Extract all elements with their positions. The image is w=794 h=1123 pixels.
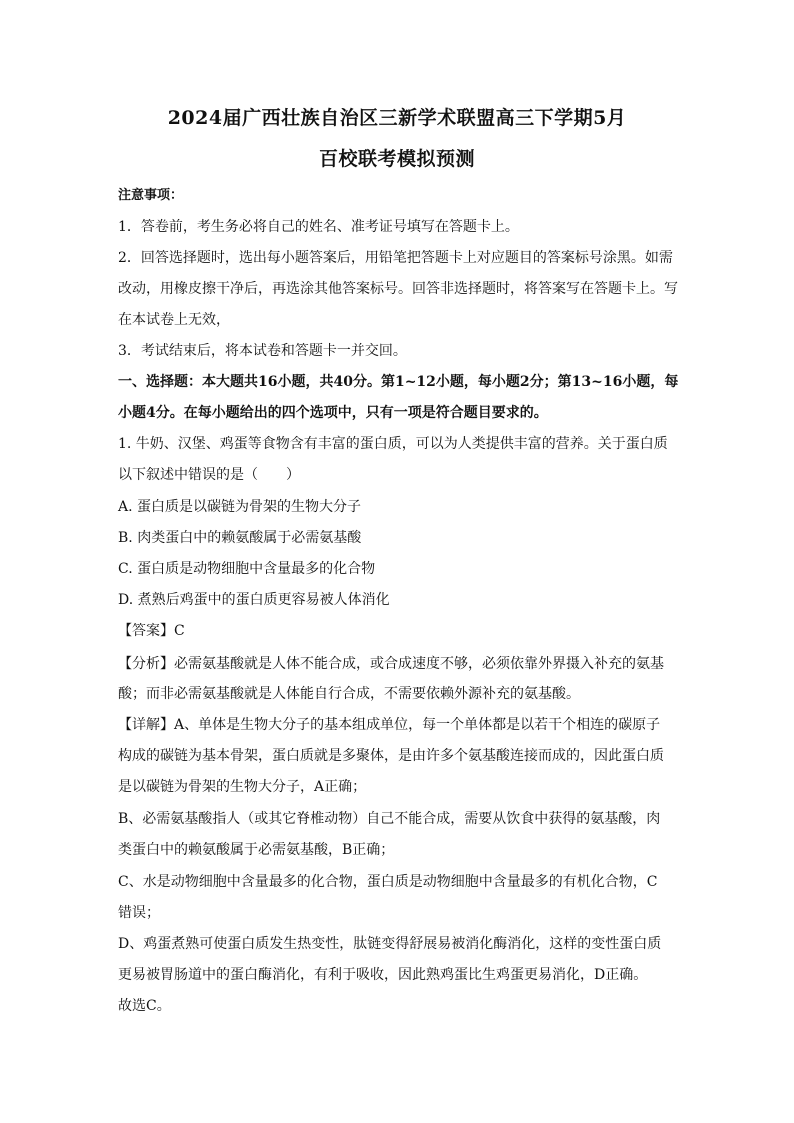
detail-line: 是以碳链为骨架的生物大分子，A正确；	[118, 779, 367, 795]
document-title-line-2: 百校联考模拟预测	[318, 148, 475, 170]
question-stem: 1. 牛奶、汉堡、鸡蛋等食物含有丰富的蛋白质，可以为人类提供丰富的营养。关于蛋白质	[118, 436, 668, 452]
detail-line: 故选C。	[118, 998, 171, 1014]
notice-item: 1．答卷前，考生务必将自己的姓名、准考证号填写在答题卡上。	[118, 219, 519, 235]
option-a: A. 蛋白质是以碳链为骨架的生物大分子	[118, 499, 362, 515]
option-d: D. 煮熟后鸡蛋中的蛋白质更容易被人体消化	[118, 592, 390, 608]
detail-line: D、鸡蛋煮熟可使蛋白质发生热变性，肽链变得舒展易被消化酶消化，这样的变性蛋白质	[118, 936, 662, 952]
notice-item: 3．考试结束后，将本试卷和答题卡一并交回。	[118, 343, 407, 359]
notice-item: 2．回答选择题时，选出每小题答案后，用铅笔把答题卡上对应题目的答案标号涂黑。如需	[118, 250, 673, 266]
detail-line: 【详解】A、单体是生物大分子的基本组成单位，每一个单体都是以若干个相连的碳原子	[118, 717, 661, 733]
notice-item: 在本试卷上无效，	[118, 312, 230, 328]
section-heading: 小题4分。在每小题给出的四个选项中，只有一项是符合题目要求的。	[118, 405, 548, 421]
section-heading: 一、选择题：本大题共16小题，共40分。第1~12小题，每小题2分；第13~16小题，每	[118, 374, 679, 390]
analysis-line: 酸；而非必需氨基酸就是人体能自行合成，不需要依赖外源补充的氨基酸。	[118, 686, 580, 702]
detail-line: 类蛋白中的赖氨酸属于必需氨基酸，B正确；	[118, 842, 395, 858]
detail-line: B、必需氨基酸指人（或其它脊椎动物）自己不能合成，需要从饮食中获得的氨基酸，肉	[118, 811, 661, 827]
option-b: B. 肉类蛋白中的赖氨酸属于必需氨基酸	[118, 530, 362, 546]
detail-line: 构成的碳链为基本骨架，蛋白质就是多聚体，是由许多个氨基酸连接而成的，因此蛋白质	[118, 748, 664, 764]
notice-heading: 注意事项：	[118, 188, 184, 203]
document-title-line-1: 2024届广西壮族自治区三新学术联盟高三下学期5月	[167, 107, 627, 129]
question-stem: 以下叙述中错误的是（ ）	[118, 467, 300, 483]
analysis-line: 【分析】必需氨基酸就是人体不能合成，或合成速度不够，必须依靠外界摄入补充的氨基	[118, 656, 664, 672]
detail-line: C、水是动物细胞中含量最多的化合物，蛋白质是动物细胞中含量最多的有机化合物，C	[118, 874, 658, 890]
option-c: C. 蛋白质是动物细胞中含量最多的化合物	[118, 561, 376, 577]
detail-line: 错误；	[118, 905, 160, 921]
notice-item: 改动，用橡皮擦干净后，再选涂其他答案标号。回答非选择题时，将答案写在答题卡上。写	[118, 281, 678, 297]
answer: 【答案】C	[118, 623, 185, 639]
detail-line: 更易被胃肠道中的蛋白酶消化，有利于吸收，因此熟鸡蛋比生鸡蛋更易消化，D正确。	[118, 967, 648, 983]
